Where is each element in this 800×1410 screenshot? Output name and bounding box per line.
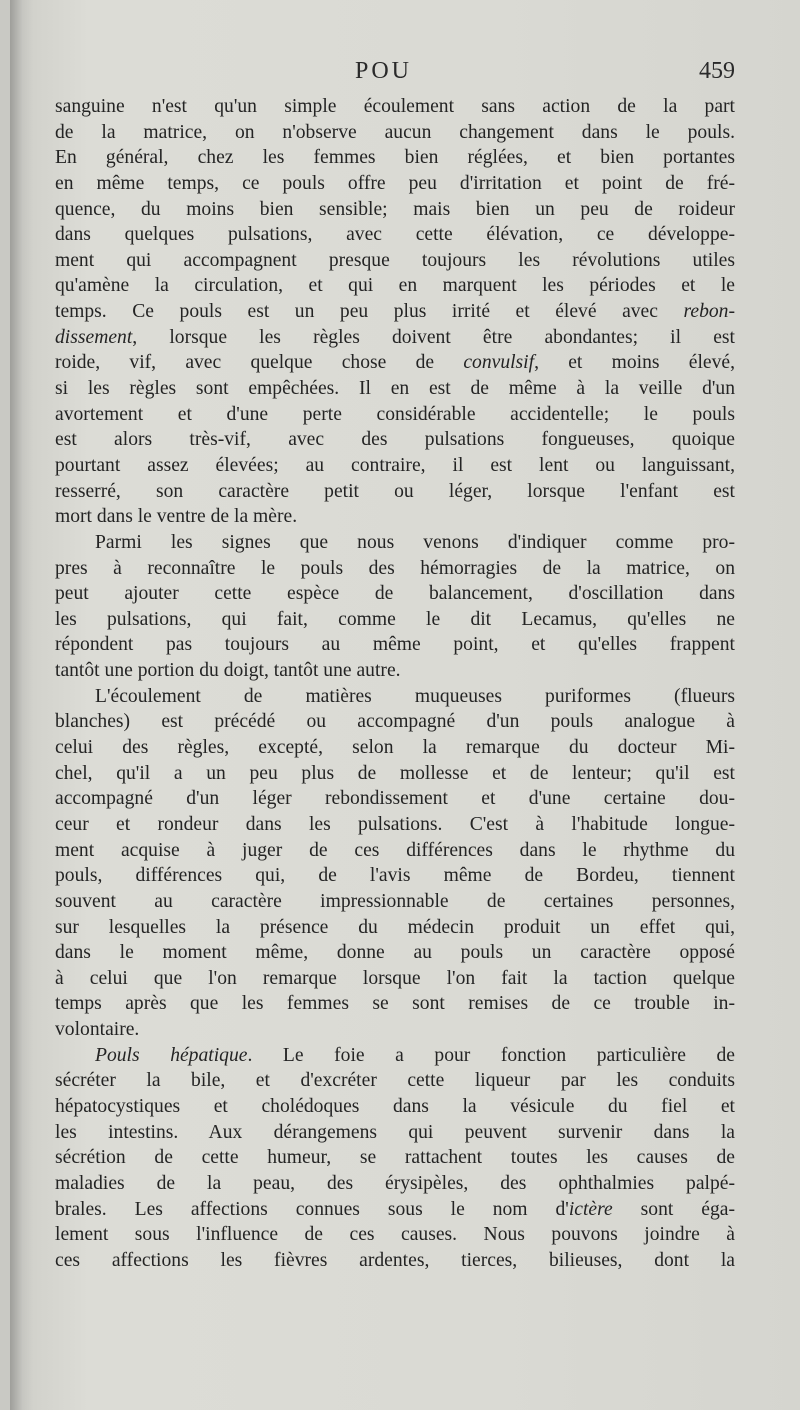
text-line: [55, 1017, 735, 1043]
text-line: [55, 889, 735, 915]
text-run: temps après que les femmes se sont remises de ce trouble in-: [55, 993, 735, 1015]
text-line: [55, 915, 735, 941]
text-line: [55, 197, 735, 223]
text-line: [55, 1068, 735, 1094]
text-line: [55, 940, 735, 966]
text-line: [55, 350, 735, 376]
text-line: [55, 402, 735, 428]
text-run: si les règles sont empêchées. Il en est de même à la veille d'un: [55, 378, 735, 400]
italic-term: convulsif: [463, 352, 535, 374]
text-line: [55, 863, 735, 889]
text-run: pourtant assez élevées; au contraire, il est lent ou languissant,: [55, 454, 735, 476]
text-run: chel, qu'il a un peu plus de mollesse et de lenteur; qu'il est: [55, 762, 735, 784]
text-run: mort dans le ventre de la mère.: [55, 506, 298, 528]
text-run: les intestins. Aux dérangemens qui peuvent survenir dans la: [55, 1121, 735, 1143]
text-run: pouls, différences qui, de l'avis même de Bordeu, tiennent: [55, 865, 735, 887]
text-line: [55, 812, 735, 838]
text-run: roide, vif, avec quelque chose de: [55, 352, 464, 374]
text-line: [55, 1043, 735, 1069]
text-run: dans le moment même, donne au pouls un caractère opposé: [55, 942, 735, 964]
body-text: [55, 94, 735, 1273]
text-run: En général, chez les femmes bien réglées, et bien portantes: [55, 147, 735, 169]
text-line: [55, 427, 735, 453]
text-run: , lorsque les règles doivent être abondantes; il est: [132, 326, 735, 348]
text-line: [55, 581, 735, 607]
italic-term: Pouls hépatique: [95, 1044, 248, 1066]
text-line: [55, 607, 735, 633]
text-line: [55, 299, 735, 325]
text-run: L'écoulement de matières muqueuses puriformes (flueurs: [95, 685, 735, 707]
running-head: POU: [355, 58, 413, 84]
text-run: . Le foie a pour fonction particulière de: [247, 1044, 735, 1066]
text-run: brales. Les affections connues sous le nom d': [55, 1198, 569, 1220]
text-run: sécrétion de cette humeur, se rattachent toutes les causes de: [55, 1147, 735, 1169]
text-run: en même temps, ce pouls offre peu d'irritation et point de fré-: [55, 172, 735, 194]
text-run: Parmi les signes que nous venons d'indiquer comme pro-: [95, 531, 735, 553]
text-run: de la matrice, on n'observe aucun changement dans le pouls.: [55, 121, 735, 143]
text-run: sécréter la bile, et d'excréter cette liqueur par les conduits: [55, 1070, 735, 1092]
text-line: [55, 1222, 735, 1248]
page-edge-shadow: [10, 0, 22, 1410]
text-run: les pulsations, qui fait, comme le dit Lecamus, qu'elles ne: [55, 608, 735, 630]
text-line: [55, 761, 735, 787]
text-run: qu'amène la circulation, et qui en marquent les périodes et le: [55, 275, 735, 297]
text-line: [55, 658, 735, 684]
text-run: répondent pas toujours au même point, et qu'elles frappent: [55, 634, 735, 656]
text-run: tantôt une portion du doigt, tantôt une autre.: [55, 660, 401, 682]
italic-term: ictère: [568, 1198, 613, 1220]
text-run: accompagné d'un léger rebondissement et d'une certaine dou-: [55, 788, 735, 810]
text-line: [55, 479, 735, 505]
text-line: [55, 1248, 735, 1274]
text-line: [55, 273, 735, 299]
text-run: ces affections les fièvres ardentes, tierces, bilieuses, dont la: [55, 1249, 735, 1271]
text-run: resserré, son caractère petit ou léger, lorsque l'enfant est: [55, 480, 735, 502]
text-line: [55, 222, 735, 248]
text-run: souvent au caractère impressionnable de certaines personnes,: [55, 890, 735, 912]
text-run: dans quelques pulsations, avec cette élévation, ce développe-: [55, 224, 735, 246]
text-run: ment qui accompagnent presque toujours les révolutions utiles: [55, 249, 735, 271]
text-line: [55, 1171, 735, 1197]
text-run: lement sous l'influence de ces causes. Nous pouvons joindre à: [55, 1224, 735, 1246]
text-line: [55, 1120, 735, 1146]
text-run: avortement et d'une perte considérable accidentelle; le pouls: [55, 403, 735, 425]
text-line: [55, 504, 735, 530]
text-line: [55, 1145, 735, 1171]
text-run: est alors très-vif, avec des pulsations fongueuses, quoique: [55, 429, 735, 451]
text-line: [55, 120, 735, 146]
text-line: [55, 1197, 735, 1223]
text-line: [55, 709, 735, 735]
text-run: celui des règles, excepté, selon la remarque du docteur Mi-: [55, 737, 735, 759]
text-run: sanguine n'est qu'un simple écoulement sans action de la part: [55, 96, 735, 117]
text-line: [55, 735, 735, 761]
book-page: [10, 0, 800, 1410]
page-header: [65, 58, 735, 92]
text-run: ceur et rondeur dans les pulsations. C'est à l'habitude longue-: [55, 813, 735, 835]
text-run: pres à reconnaître le pouls des hémorragies de la matrice, on: [55, 557, 735, 579]
text-line: [55, 1094, 735, 1120]
text-line: [55, 684, 735, 710]
text-line: [55, 991, 735, 1017]
text-line: [55, 786, 735, 812]
text-line: [55, 94, 735, 120]
text-line: [55, 325, 735, 351]
text-run: sont éga-: [612, 1198, 735, 1220]
text-line: [55, 376, 735, 402]
text-line: [55, 838, 735, 864]
text-line: [55, 171, 735, 197]
text-line: [55, 966, 735, 992]
text-run: maladies de la peau, des érysipèles, des ophthalmies palpé-: [55, 1172, 735, 1194]
text-line: [55, 556, 735, 582]
text-run: volontaire.: [55, 1019, 140, 1041]
text-line: [55, 632, 735, 658]
page-number: 459: [699, 58, 735, 84]
text-line: [55, 453, 735, 479]
text-line: [55, 530, 735, 556]
text-run: quence, du moins bien sensible; mais bien un peu de roideur: [55, 198, 735, 220]
text-run: blanches) est précédé ou accompagné d'un pouls analogue à: [55, 711, 735, 733]
italic-term: dissement: [55, 326, 133, 348]
text-run: sur lesquelles la présence du médecin produit un effet qui,: [55, 916, 735, 938]
text-run: à celui que l'on remarque lorsque l'on fait la taction quelque: [55, 967, 735, 989]
text-run: , et moins élevé,: [534, 352, 735, 374]
italic-term: rebon-: [683, 301, 735, 323]
text-run: ment acquise à juger de ces différences dans le rhythme du: [55, 839, 735, 861]
text-run: temps. Ce pouls est un peu plus irrité et élevé avec: [55, 301, 684, 323]
text-line: [55, 248, 735, 274]
text-run: peut ajouter cette espèce de balancement, d'oscillation dans: [55, 583, 735, 605]
text-run: hépatocystiques et cholédoques dans la vésicule du fiel et: [55, 1095, 735, 1117]
text-line: [55, 145, 735, 171]
